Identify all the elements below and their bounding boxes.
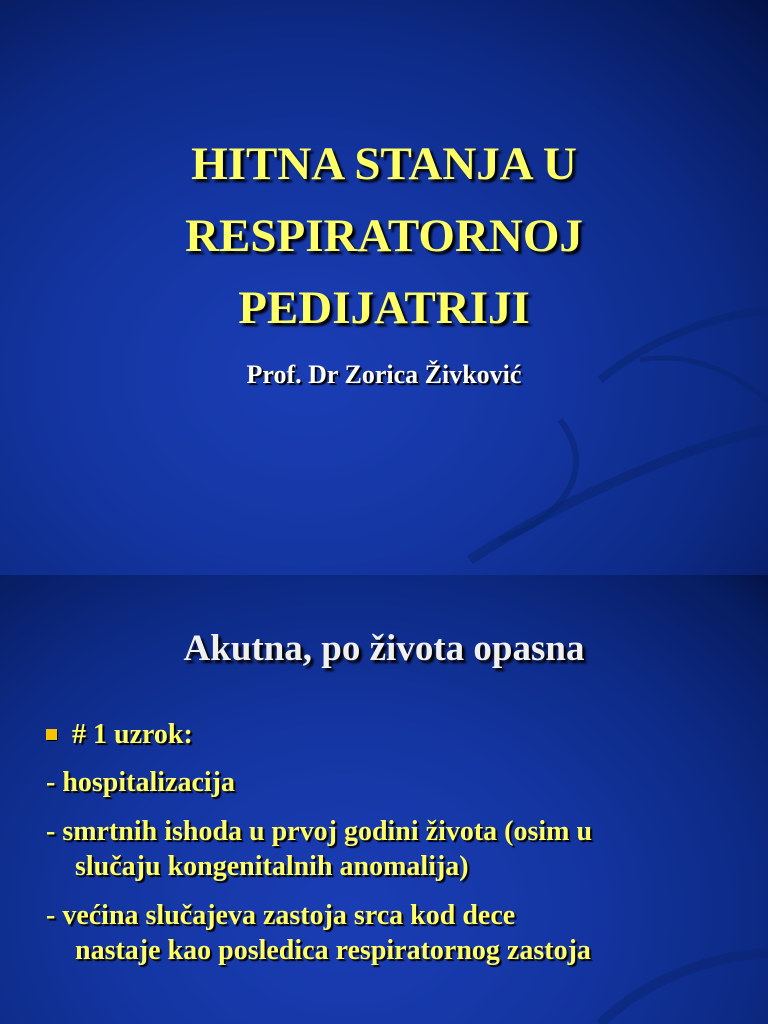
list-item xyxy=(46,898,746,968)
list-item-line: nastaje kao posledica respiratornog zastoja xyxy=(75,935,591,966)
title-line: HITNA STANJA U xyxy=(191,138,577,190)
slide-heading: Akutna, po života opasna xyxy=(183,628,585,669)
slide-body xyxy=(46,717,746,982)
list-item-line: - smrtnih ishoda u prvoj godini života (osim u xyxy=(46,816,593,847)
slide-content xyxy=(0,575,768,1024)
square-bullet-icon xyxy=(46,729,57,740)
list-item-line: slučaju kongenitalnih anomalija) xyxy=(75,851,469,882)
list-item-line: - hospitalizacija xyxy=(46,767,235,798)
slide-title-text xyxy=(0,128,768,344)
list-item-line: - većina slučajeva zastoja srca kod dece xyxy=(46,900,516,931)
bullet-item xyxy=(46,717,746,752)
title-line: RESPIRATORNOJ xyxy=(185,210,583,262)
author-name: Prof. Dr Zorica Živković xyxy=(246,360,522,389)
bullet-text: # 1 uzrok: xyxy=(72,719,193,750)
title-line: PEDIJATRIJI xyxy=(238,282,530,334)
list-item xyxy=(46,814,746,884)
list-item xyxy=(46,765,746,800)
